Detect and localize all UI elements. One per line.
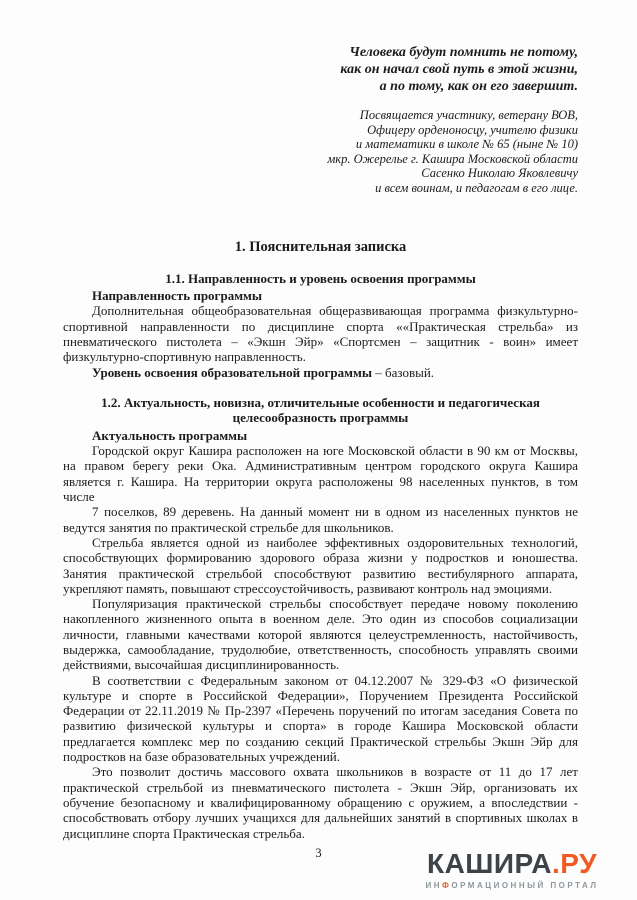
epigraph-line: как он начал свой путь в этой жизни,	[340, 62, 578, 77]
paragraph: Популяризация практической стрельбы способствует передаче новому поколению накопленного жизненного опыта в военном деле. Это один из способов социализации личности, главными качествами которой являются целеустремленность, настойчивость, выдержка, самообладание, трудолюбие, ответственность, способность управлять своими действиями, высочайшая дисциплинированность.	[63, 596, 578, 673]
page-content	[63, 0, 578, 841]
logo-wordmark	[409, 850, 615, 878]
dedication-line: и всем воинам, и педагогам в его лице.	[375, 180, 578, 195]
dedication-line: Сасенко Николаю Яковлевичу	[421, 166, 578, 181]
dedication-line: Офицеру орденоносцу, учителю физики	[367, 122, 578, 137]
epigraph-line: Человека будут помнить не потому,	[349, 45, 578, 60]
kashira-ru-logo	[409, 850, 615, 890]
page-number: 3	[315, 846, 322, 860]
level-value: – базовый.	[372, 364, 435, 380]
paragraph-level	[63, 365, 578, 380]
dedication-line: Посвящается участнику, ветерану ВОВ,	[359, 108, 578, 122]
subheading-napravlennost: Направленность программы	[92, 288, 263, 304]
logo-subtitle	[409, 881, 615, 890]
logo-text-kashira: КАШИРА	[426, 848, 552, 879]
section-1-2-title: 1.2. Актуальность, новизна, отличительные особенности и педагогическая целесообразность программы	[101, 394, 540, 426]
section-1-1-title: 1.1. Направленность и уровень освоения программы	[165, 270, 476, 286]
dedication	[63, 108, 578, 196]
logo-text-ru: .РУ	[552, 848, 598, 879]
subheading-aktualnost: Актуальность программы	[92, 427, 248, 443]
paragraph: 7 поселков, 89 деревень. На данный момент ни в одном из населенных пунктов не ведутся занятия по практической стрельбе для школьников.	[63, 504, 578, 535]
paragraph: Стрельба является одной из наиболее эффективных оздоровительных технологий, способствующих формированию здорового образа жизни у подростков и юношества. Занятия практической стрельбой способствуют развитию вестибулярного аппарата, укрепляют память, повышают стрессоустойчивость, развивают контроль над эмоциями.	[63, 534, 578, 596]
paragraph: Городской округ Кашира расположен на юге Московской области в 90 км от Москвы, на правом берегу реки Ока. Административным центром городского округа Кашира является г. Кашира. На территории округа расположены 98 населенных пунктов, в том числе	[63, 443, 578, 505]
logo-subtitle-f: Ф	[442, 881, 452, 890]
paragraph: Дополнительная общеобразовательная общеразвивающая программа физкультурно-спортивной направленности по дисциплине спорта ««Практическая стрельба» из пневматического пистолета – «Экшн Эйр» «Спортсмен – защитник - воин» имеет физкультурно-спортивную направленность.	[63, 303, 578, 365]
logo-subtitle-part: ИН	[425, 881, 443, 890]
dedication-line: мкр. Ожерелье г. Кашира Московской области	[327, 151, 578, 166]
main-section-title: 1. Пояснительная записка	[234, 238, 407, 255]
level-label: Уровень освоения образовательной программы	[92, 364, 373, 380]
epigraph	[63, 44, 578, 95]
paragraph: Это позволит достичь массового охвата школьников в возрасте от 11 до 17 лет практической стрельбой из пневматического пистолета - Экшн Эйр, организовать их обучение безопасному и квалифицированному обращению с оружием, а впоследствии - способствовать отбору лучших учащихся для дальнейших занятий в спортивных школах в дисциплине спорта Практическая стрельба.	[63, 764, 578, 841]
paragraph: В соответствии с Федеральным законом от 04.12.2007 № 329-ФЗ «О физической культуре и спорте в Российской Федерации», Поручением Президента Российской Федерации от 22.11.2019 № Пр-2397 «Перечень поручений по итогам заседания Совета по развитию физической культуры и спорта» в городе Кашира Московской области предлагается комплекс мер по созданию секций Практической стрельбы Экшн Эйр для подростков на базе образовательных учреждений.	[63, 672, 578, 765]
epigraph-line: а по тому, как он его завершит.	[379, 79, 578, 94]
dedication-line: и математики в школе № 65 (ныне № 10)	[355, 137, 578, 152]
logo-subtitle-part: ОРМАЦИОННЫЙ ПОРТАЛ	[451, 881, 599, 890]
